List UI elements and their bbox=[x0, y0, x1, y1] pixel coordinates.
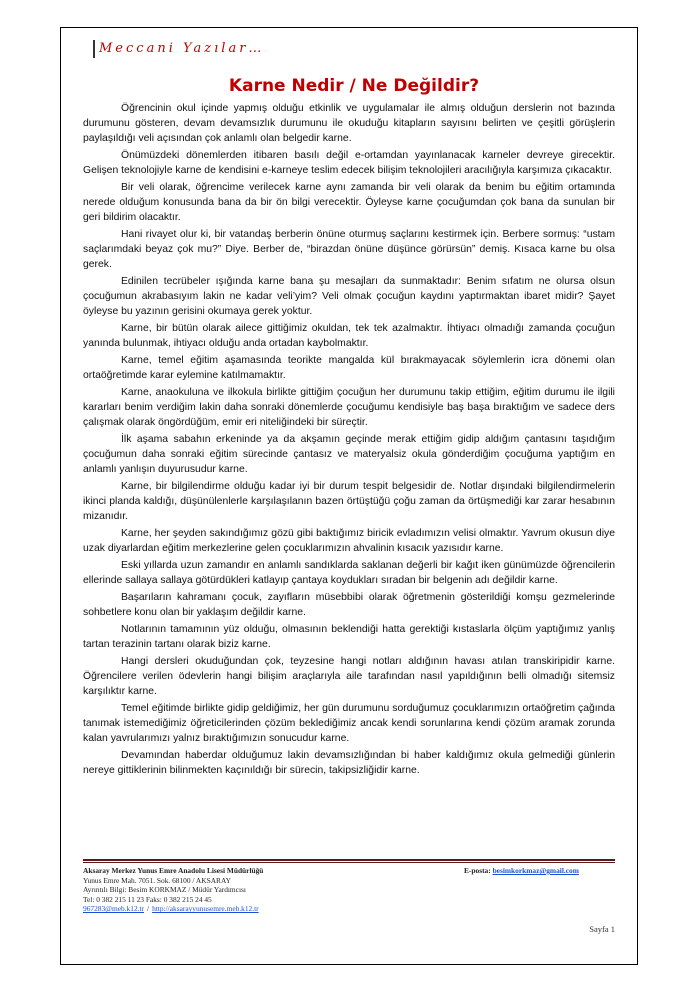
footer-divider-thin bbox=[83, 862, 615, 863]
footer-contact bbox=[83, 866, 413, 914]
paragraph: Temel eğitimde birlikte gidip geldiğimiz, her gün durumunu sorduğumuz çocuklarımızın ortaöğretim çağında tanımak istemediğimiz öğreticilerinden çözüm beklediğimiz ancak kendi sorunlarına kendi çözüm aramak zorunda kalan yavrularımızı yalnız bıraktığımızın sonucudur karne. bbox=[83, 703, 615, 744]
header-title: Meccani Yazılar… bbox=[93, 40, 264, 58]
paragraph: Notlarının tamamının yüz olduğu, olmasının beklendiği hatta gerektiği kıstaslarla ölçüm yaptığımız yanlış tartan terazinin tartanı olarak biziz karne. bbox=[83, 624, 615, 650]
footer-phone: Tel: 0 382 215 11 23 Faks: 0 382 215 24 45 bbox=[83, 894, 212, 904]
paragraph: Karne, bir bilgilendirme olduğu kadar iyi bir durum tespit belgesidir de. Notlar dışındaki bilgilendirmelerin ikinci planda kaldığı, düşünülenlerle karşılaşılanın bazen örtüştüğü çoğu zaman da örtüşmediği kar zarar hesabının mizanıdır. bbox=[83, 481, 615, 522]
paragraph: Karne, anaokuluna ve ilkokula birlikte gittiğim çocuğun her durumunu takip ettiğim, eğitim durumu ile ilgili kararları benim verdiğim lakin daha sonraki dönemlerde çocuğumu kendisiyle baş başa bıraktığım ve sadece ders çalışmak olarak öngördüğüm, emir eri niteliğindeki bir süreçtir. bbox=[83, 387, 615, 428]
footer-address: Yunus Emre Mah. 7051. Sok. 68100 / AKSARAY bbox=[83, 875, 231, 885]
email-link[interactable]: besimkorkmaz@gmail.com bbox=[492, 866, 579, 875]
paragraph: Önümüzdeki dönemlerden itibaren basılı değil e-ortamdan yayınlanacak karneler devreye girecektir. Gelişen teknolojiyle karne de kendisini e-karneye teslim edecek bilişim teknolojileri aracılığıyla karşımıza çıkacaktır. bbox=[83, 150, 615, 176]
paragraph: Öğrencinin okul içinde yapmış olduğu etkinlik ve uygulamalar ile almış olduğun derslerin not bazında durumunu gösteren, devam devamsızlık durumunu ile okuduğu kitapların sayısını belirten ve çeşitli görüşlerin paylaşıldığı veli açısından çok anlamlı olan belgedir karne. bbox=[83, 103, 615, 144]
email-label: E-posta: bbox=[464, 866, 491, 875]
paragraph: Hani rivayet olur ki, bir vatandaş berberin önüne oturmuş saçlarını kestirmek için. Berbere sormuş: “ustam saçlarımdaki beyaz çok mu?” Diye. Berber de, “birazdan önüne düşünce görürsün” demiş. Kısaca karne bu olsa gerek. bbox=[83, 229, 615, 270]
footer-links bbox=[83, 904, 413, 914]
footer-divider bbox=[83, 859, 615, 861]
footer-org-name: Aksaray Merkez Yunus Emre Anadolu Lisesi Müdürlüğü bbox=[83, 866, 264, 875]
link-separator: / bbox=[147, 904, 150, 914]
paragraph: Bir veli olarak, öğrencime verilecek karne aynı zamanda bir veli olarak da benim bu eğitim ortamında nerede olduğum konusunda bana da bir ön bilgi verecektir. Öyleyse karne çocuğumdan çok bana da sunulan bir geri bildirim olacaktır. bbox=[83, 182, 615, 223]
paragraph: Başarıların kahramanı çocuk, zayıfların müsebbibi olarak öğretmenin gösterildiği komşu gezmelerinde sohbetlere konu olan bir yaklaşım değildir karne. bbox=[83, 592, 615, 618]
paragraph: Karne, her şeyden sakındığımız gözü gibi baktığımız biricik evladımızın velisi olmaktır. Yavrum okusun diye uzak diyarlardan eğitim merkezlerine gelen çocuklarımızın ahvalinin kısacık yazısıdır karne. bbox=[83, 528, 615, 554]
paragraph: Karne, bir bütün olarak ailece gittiğimiz okuldan, tek tek azalmaktır. İhtiyacı olmadığı zamanda çocuğun yanında bulunmak, ihtiyacı olduğu anda ortadan kaybolmaktır. bbox=[83, 323, 615, 349]
paragraph: Devamından haberdar olduğumuz lakin devamsızlığından bi haber kaldığımız okula gelmediği günlerin nereye gittiklerinin bilinmekten kaçınıldığı bir sürecin, takipsizliğidir karne. bbox=[83, 750, 615, 776]
school-email-link[interactable]: 967283@meb.k12.tr bbox=[83, 904, 144, 914]
paragraph: Eski yıllarda uzun zamandır en anlamlı sandıklarda saklanan değerli bir kağıt iken günümüzde öğrencilerin ellerinde sallaya sallaya götürdükleri katlayıp çantaya koydukları sıradan bir belgenin adı değildir karne. bbox=[83, 560, 615, 586]
document-title: Karne Nedir / Ne Değildir? bbox=[228, 76, 480, 96]
footer-email bbox=[464, 866, 579, 876]
page-number: Sayfa 1 bbox=[589, 924, 615, 934]
paragraph: Hangi dersleri okuduğundan çok, teyzesine hangi notları aldığının havası atılan transkiripidir karne. Öğrencilere verilen ödevlerin hangi bilişim araçlarıyla aile tarafından nasıl yapıldığının belli olmadığı sitemsiz karşılıktır karne. bbox=[83, 656, 615, 697]
paragraph: Edinilen tecrübeler ışığında karne bana şu mesajları da sunmaktadır: Benim sıfatım ne olursa olsun çocuğumun akrabasıyım lakin ne kadar veli’yim? Veli olmak çocuğun kaydını yaptırmaktan ibaret midir? Şayet öyleyse bu yazının gerisini okumaya gerek yoktur. bbox=[83, 276, 615, 317]
footer-info: Ayrıntılı Bilgi: Besim KORKMAZ / Müdür Yardımcısı bbox=[83, 885, 246, 895]
document-body bbox=[83, 101, 615, 780]
paragraph: İlk aşama sabahın erkeninde ya da akşamın geçinde merak ettiğim gidip aldığım çantasını taşıdığım çocuğumun daha sonraki eğitim sürecinde çantasız ve materyalsiz okula gönderdiğim çocuğuma yaptığım en anlamlı yanlışın duyurusudur karne. bbox=[83, 434, 615, 475]
website-link[interactable]: http://aksarayyunusemre.meb.k12.tr bbox=[152, 904, 259, 914]
paragraph: Karne, temel eğitim aşamasında teorikte mangalda kül bırakmayacak söylemlerin icra dönemi olan ortaöğretimde karar eylemine katılmamaktır. bbox=[83, 355, 615, 381]
